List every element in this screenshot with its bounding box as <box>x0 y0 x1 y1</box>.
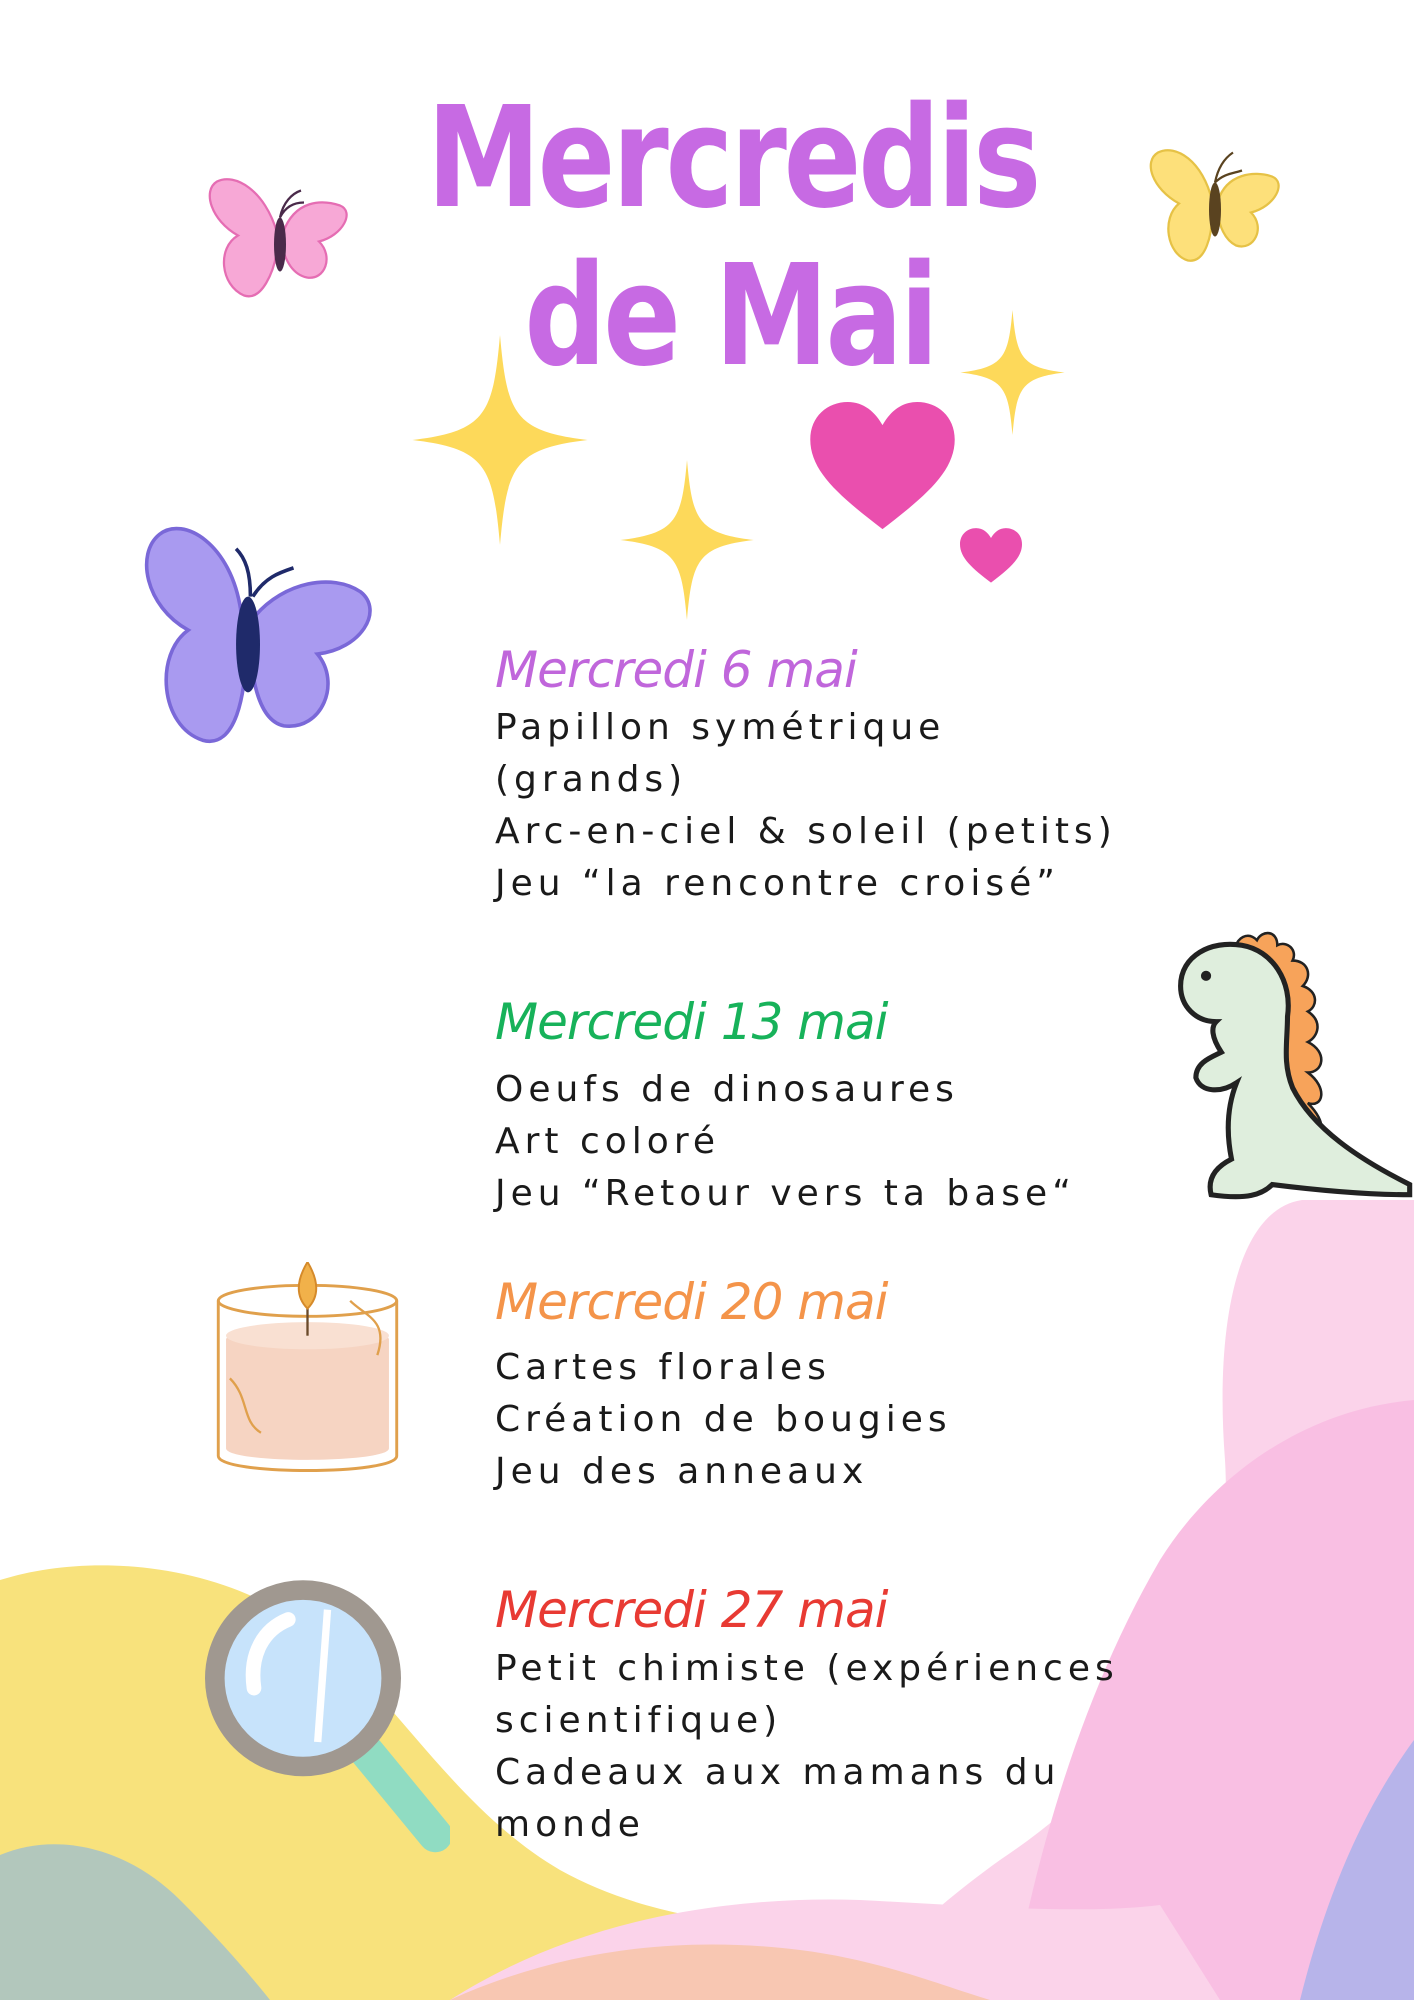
magnifying-glass-icon <box>205 1580 450 1855</box>
activity-item: Arc-en-ciel & soleil (petits) <box>495 811 1117 852</box>
activity-item: Cadeaux aux mamans du <box>495 1752 1061 1793</box>
event-activities-1 <box>495 702 1355 910</box>
activity-item: Jeu “Retour vers ta base“ <box>495 1173 1076 1214</box>
event-date-4: Mercredi 27 mai <box>495 1581 888 1639</box>
activity-item: Jeu des anneaux <box>495 1451 869 1492</box>
activity-item: Art coloré <box>495 1121 720 1162</box>
activity-item: scientifique) <box>495 1700 783 1741</box>
activity-item: Cartes florales <box>495 1347 831 1388</box>
event-date-3: Mercredi 20 mai <box>495 1273 888 1331</box>
sparkle-star-icon <box>617 460 757 620</box>
activity-item: Papillon symétrique <box>495 707 946 748</box>
butterfly-purple-icon <box>140 520 380 745</box>
butterfly-yellow-icon <box>1140 135 1290 275</box>
heart-icon <box>810 402 955 532</box>
heart-icon <box>960 528 1022 584</box>
title-line-2: de Mai <box>524 235 936 398</box>
activity-item: Création de bougies <box>495 1399 952 1440</box>
event-activities-4 <box>495 1643 1355 1851</box>
event-date-1: Mercredi 6 mai <box>495 641 857 699</box>
event-date-2: Mercredi 13 mai <box>495 993 888 1051</box>
butterfly-pink-icon <box>205 170 355 310</box>
event-activities-3 <box>495 1342 1355 1498</box>
title-line-1: Mercredis <box>426 77 1039 240</box>
sparkle-star-icon <box>410 335 590 545</box>
activity-item: Jeu “la rencontre croisé” <box>495 863 1060 904</box>
event-activities-2 <box>495 1064 1355 1220</box>
activity-item: Petit chimiste (expériences <box>495 1648 1119 1689</box>
activity-item: (grands) <box>495 759 688 800</box>
sparkle-star-icon <box>955 310 1070 435</box>
candle-icon <box>210 1262 405 1487</box>
activity-item: monde <box>495 1804 645 1845</box>
activity-item: Oeufs de dinosaures <box>495 1069 959 1110</box>
